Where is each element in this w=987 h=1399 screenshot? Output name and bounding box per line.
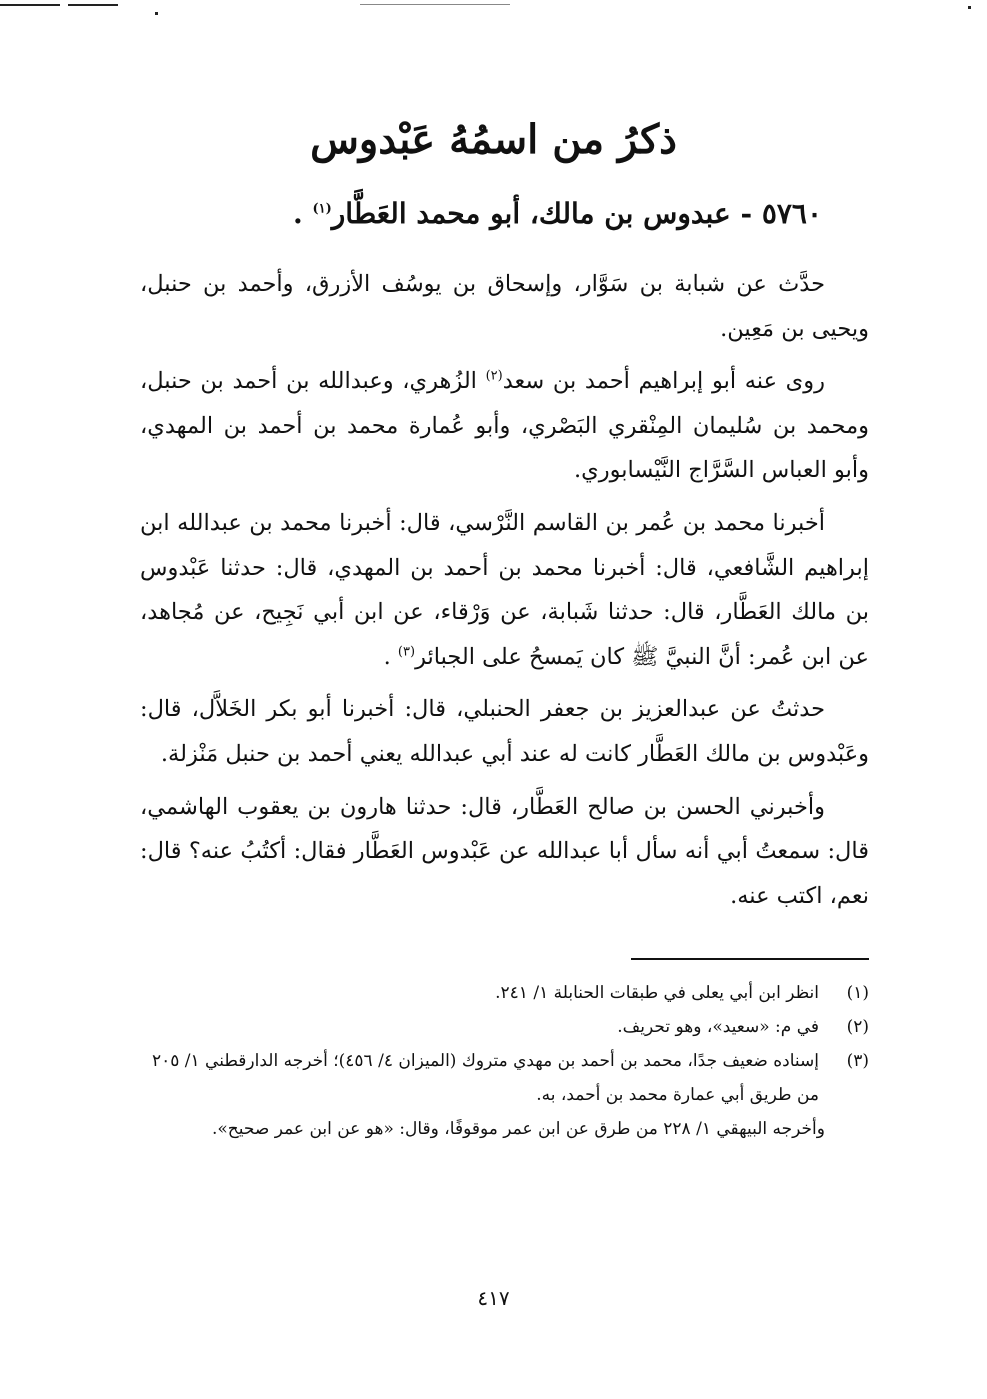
paragraph-students-part1: روى عنه أبو إبراهيم أحمد بن سعد xyxy=(502,368,825,395)
main-text xyxy=(140,262,869,926)
paragraph-hadith xyxy=(140,501,869,679)
footnote-2 xyxy=(138,1010,869,1044)
scan-edge-mark xyxy=(68,4,118,6)
scan-edge-mark xyxy=(0,4,60,6)
chapter-title: ذكرُ من اسمُهُ عَبْدوس xyxy=(310,116,677,163)
paragraph-hadith-text: أخبرنا محمد بن عُمر بن القاسم النَّرْسي، قال: أخبرنا محمد بن عبدالله ابن إبراهيم الشَّافعي، قال: أخبرنا محمد بن أحمد بن المهدي، قال: حدثنا عَبْدوس بن مالك العَطَّار، قال: حدثنا شَبابة، عن وَرْقاء، عن ابن أبي نَجِيح، عن مُجاهد، عن ابن عُمر: أنَّ النبيَّ ﷺ كان يَمسحُ على الجبائر xyxy=(140,509,869,670)
footnote-1 xyxy=(138,976,869,1010)
footnote-ref-1: (١) xyxy=(312,201,332,217)
footnote-text: في م: «سعيد»، وهو تحريف. xyxy=(617,1017,819,1037)
footnote-ref-3: (٣) xyxy=(397,644,416,660)
paragraph-khallal: حدثتُ عن عبدالعزيز بن جعفر الحنبلي، قال: أخبرنا أبو بكر الخَلاَّل، قال: وعَبْدوس بن مالك العَطَّار كانت له عند أبي عبدالله يعني أحمد بن حنبل مَنْزلة. xyxy=(140,696,869,767)
paragraph-hashimi: وأخبرني الحسن بن صالح العَطَّار، قال: حدثنا هارون بن يعقوب الهاشمي، قال: سمعتُ أبي أنه سأل أبا عبدالله عن عَبْدوس العَطَّار فقال: أكتُبُ عنه؟ قال: نعم، اكتب عنه. xyxy=(140,793,869,909)
footnote-3-continuation: وأخرجه البيهقي ١/ ٢٢٨ من طرق عن ابن عمر موقوفًا، وقال: «هو عن ابن عمر صحيح». xyxy=(211,1119,825,1139)
footnote-number: (٢) xyxy=(846,1017,869,1037)
scan-edge-mark xyxy=(360,4,510,5)
entry-heading-end: . xyxy=(292,197,313,230)
footnote-divider xyxy=(631,958,869,960)
paragraph-teachers: حدَّث عن شبابة بن سَوَّار، وإسحاق بن يوسُف الأزرق، وأحمد بن حنبل، ويحيى بن مَعِين. xyxy=(140,271,869,342)
entry-heading-text: ٥٧٦٠ - عبدوس بن مالك، أبو محمد العَطَّار xyxy=(331,197,822,230)
page-number: ٤١٧ xyxy=(477,1286,510,1310)
footnote-ref-2: (٢) xyxy=(485,368,503,384)
paragraph-students xyxy=(140,359,869,493)
footnote-text: انظر ابن أبي يعلى في طبقات الحنابلة ١/ ٢٤١. xyxy=(495,983,819,1003)
entry-heading xyxy=(150,190,822,238)
footnote-number: (١) xyxy=(846,983,869,1003)
footnote-text: إسناده ضعيف جدًا، محمد بن أحمد بن مهدي متروك (الميزان ٤/ ٤٥٦)؛ أخرجه الدارقطني ١/ ٢٠٥ من طريق أبي عمارة محمد بن أحمد، به. xyxy=(151,1051,819,1105)
footnote-3 xyxy=(138,1044,869,1112)
footnote-number: (٣) xyxy=(846,1051,869,1071)
scan-speck xyxy=(968,6,971,9)
footnotes xyxy=(138,976,869,1146)
scan-speck xyxy=(155,12,158,15)
paragraph-hadith-end: . xyxy=(383,643,398,670)
paragraph-students-part2: الزُهري، وعبدالله بن أحمد بن حنبل، ومحمد بن سُليمان المِنْقري البَصْري، وأبو عُمارة محمد بن أحمد بن المهدي، وأبو العباس السَّرَّاج النَّيْسابوري. xyxy=(140,368,869,484)
